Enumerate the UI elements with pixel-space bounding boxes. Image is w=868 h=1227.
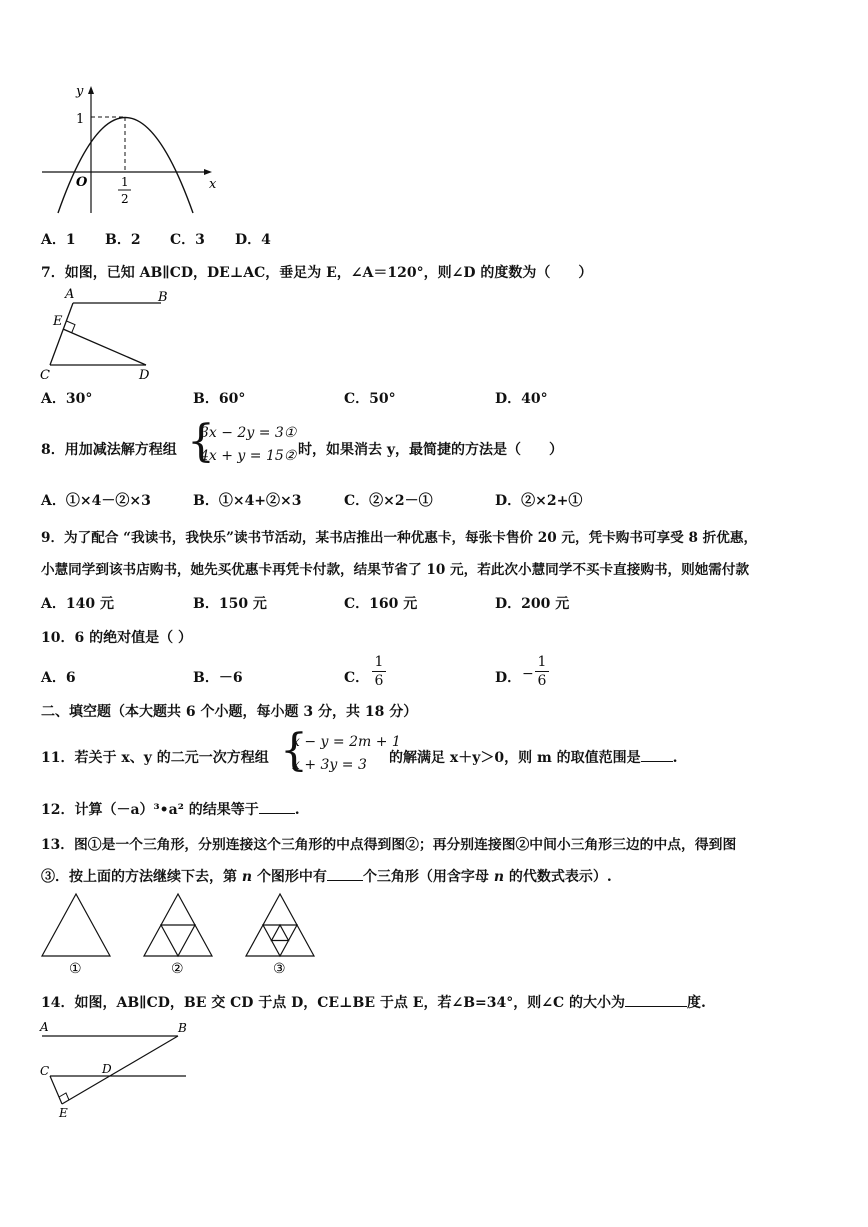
- q13-variable-n: n: [241, 869, 253, 885]
- q13-line-1: 13．图①是一个三角形，分别连接这个三角形的中点得到图②；再分别连接图②中间小三角形三边的中点，得到图: [41, 837, 737, 853]
- q10-option-c-fraction: [372, 654, 386, 689]
- q10-option-d-prefix: D．: [495, 670, 522, 686]
- segment-ac: [50, 303, 73, 365]
- q12-end: .: [294, 802, 300, 818]
- caption-2: ②: [171, 961, 184, 977]
- q11-answer-blank[interactable]: [641, 761, 673, 762]
- triangle-fig-3-inner: [272, 925, 289, 941]
- q7-option-a: A．30°: [41, 391, 93, 407]
- q6-option-a: A．1: [41, 232, 76, 248]
- caption-1: ①: [69, 961, 82, 977]
- q11-prefix: 11．若关于 x、y 的二元一次方程组: [41, 750, 269, 766]
- q14-question: [41, 992, 706, 1012]
- q13-line-2: [41, 866, 612, 886]
- q9-option-d: D．200 元: [495, 596, 570, 612]
- q12-answer-blank[interactable]: [259, 813, 295, 814]
- q13-line-2d: 的代数式表示）.: [508, 869, 612, 885]
- q11-equation-system: [292, 731, 401, 777]
- origin-label: O: [76, 175, 88, 190]
- q8-option-b: B．①×4+②×3: [193, 493, 302, 509]
- q9-line-2: 小慧同学到该书店购书，她先买优惠卡再凭卡付款，结果节省了 10 元，若此次小慧同学不买卡直接购书，则她需付款: [41, 562, 750, 578]
- q8-brace: {: [187, 416, 215, 467]
- q10-c-denominator: 6: [374, 673, 384, 689]
- q7-option-b: B．60°: [193, 391, 246, 407]
- q9-option-b: B．150 元: [193, 596, 267, 612]
- line-ce: [50, 1076, 62, 1104]
- triangle-fig-1: [42, 894, 110, 956]
- label-b: B: [178, 1021, 187, 1035]
- q10-c-numerator: 1: [374, 654, 384, 670]
- q8-option-d: D．②×2+①: [495, 493, 583, 509]
- q10-option-b: B．－6: [193, 670, 243, 686]
- q11-equation-1: x − y = 2m + 1: [292, 734, 401, 750]
- segment-de: [63, 329, 146, 365]
- q14-end: 度.: [687, 995, 706, 1011]
- q13-line-2a: ③．按上面的方法继续下去，第: [41, 869, 237, 885]
- q7-figure: [38, 285, 168, 383]
- label-c: C: [40, 368, 50, 383]
- label-c: C: [40, 1064, 50, 1078]
- q7-option-c: C．50°: [344, 391, 396, 407]
- q8-prefix: 8．用加减法解方程组: [41, 442, 177, 458]
- q11-suffix-text: 的解满足 x＋y＞0，则 m 的取值范围是: [389, 750, 641, 766]
- q9-option-a: A．140 元: [41, 596, 114, 612]
- q10-option-d-sign: −: [522, 666, 534, 682]
- line-be: [62, 1036, 178, 1104]
- y-tick-label: 1: [76, 112, 85, 127]
- q14-answer-blank[interactable]: [625, 1006, 687, 1007]
- q8-option-a: A．①×4－②×3: [41, 493, 151, 509]
- label-e: E: [53, 314, 63, 329]
- y-axis-label: y: [76, 84, 84, 99]
- q8-equation-1: 3x − 2y = 3①: [200, 425, 297, 441]
- q6-option-b: B．2: [105, 232, 141, 248]
- q11-equation-2: x + 3y = 3: [292, 757, 367, 773]
- q11-suffix: [389, 747, 678, 767]
- q7-question: 7．如图，已知 AB∥CD，DE⊥AC，垂足为 E，∠A＝120°，则∠D 的度数为（ ）: [41, 265, 593, 281]
- x-tick-numerator: 1: [121, 175, 129, 189]
- q8-option-c: C．②×2－①: [344, 493, 433, 509]
- q11-brace: {: [280, 725, 308, 776]
- q10-c-fraction-bar: [372, 671, 386, 672]
- label-e: E: [59, 1106, 68, 1120]
- q10-option-d-fraction: [535, 654, 549, 689]
- y-axis-arrow: [88, 86, 94, 94]
- x-tick-denominator: 2: [121, 192, 129, 206]
- q6-option-d: D．4: [235, 232, 271, 248]
- q7-option-d: D．40°: [495, 391, 548, 407]
- q13-variable-n-2: n: [493, 869, 504, 885]
- q11-end: .: [672, 750, 678, 766]
- x-axis-label: x: [209, 177, 217, 192]
- q10-d-fraction-bar: [535, 671, 549, 672]
- x-axis-arrow: [204, 169, 212, 175]
- q13-line-2b: 个图形中有: [256, 869, 327, 885]
- q12-text: 12．计算（－a）³•a² 的结果等于: [41, 802, 259, 818]
- triangle-fig-2-inner: [161, 925, 195, 956]
- q10-option-c-prefix: C．: [344, 670, 370, 686]
- q10-question: 10．6 的绝对值是（ ）: [41, 630, 192, 646]
- q9-line-1: 9．为了配合 “我读书，我快乐”读书节活动，某书店推出一种优惠卡，每张卡售价 20 元，凭卡购书可享受 8 折优惠，: [41, 530, 758, 546]
- right-angle-mark-e: [59, 1093, 69, 1100]
- q9-option-c: C．160 元: [344, 596, 418, 612]
- q14-text: 14．如图，AB∥CD，BE 交 CD 于点 D，CE⊥BE 于点 E，若∠B=34°，则∠C 的大小为: [41, 995, 625, 1011]
- caption-3: ③: [273, 961, 286, 977]
- q10-option-a: A．6: [41, 670, 76, 686]
- q10-d-numerator: 1: [537, 654, 547, 670]
- label-a: A: [65, 287, 75, 302]
- q13-answer-blank[interactable]: [327, 880, 363, 881]
- q12-question: [41, 799, 300, 819]
- q8-suffix: 时，如果消去 y，最简捷的方法是（ ）: [298, 442, 564, 458]
- label-b: B: [158, 290, 168, 305]
- q14-figure: [38, 1018, 190, 1120]
- label-a: A: [40, 1020, 49, 1034]
- label-d: D: [102, 1062, 112, 1076]
- section-2-heading: 二、填空题（本大题共 6 个小题，每小题 3 分，共 18 分）: [41, 704, 418, 720]
- label-d: D: [139, 368, 150, 383]
- parabola-graph: [38, 82, 223, 214]
- q6-option-c: C．3: [170, 232, 205, 248]
- q10-d-denominator: 6: [537, 673, 547, 689]
- q8-equation-2: 4x + y = 15②: [200, 448, 297, 464]
- q13-triangle-figures: [38, 890, 328, 980]
- q8-equation-system: [200, 422, 296, 468]
- q13-line-2c: 个三角形（用含字母: [362, 869, 489, 885]
